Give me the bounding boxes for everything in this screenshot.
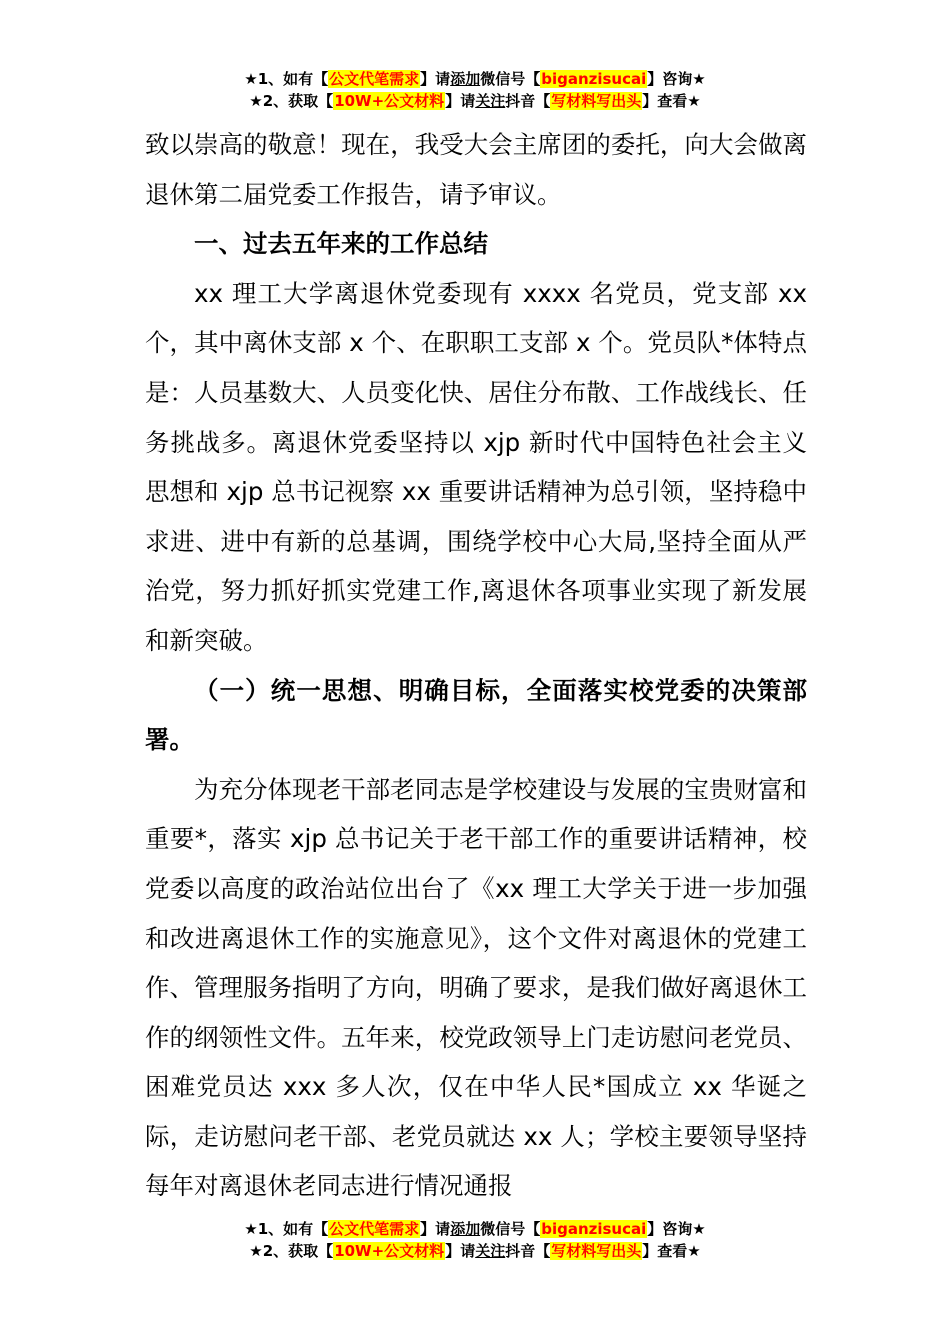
highlight-materials: 10W+公文材料 — [334, 92, 445, 110]
banner-text: ★2、获取【 — [249, 92, 334, 110]
highlight-douyin: 写材料写出头 — [551, 1242, 642, 1260]
banner-text: ★1、如有【 — [244, 70, 329, 88]
banner-text: 】咨询★ — [647, 70, 706, 88]
banner-line-1 — [0, 68, 950, 90]
paragraph-details: 为充分体现老干部老同志是学校建设与发展的宝贵财富和重要*，落实 xjp 总书记关于老干部工作的重要讲话精神，校党委以高度的政治站位出台了《xx 理工大学关于进一步加强和改进离退休工作的实施意见》，这个文件对离退休的党建工作、管理服务指明了方向，明确了要求，是我们做好离退休工作的纲领性文件。五年来，校党政领导上门走访慰问老党员、困难党员达 xxx 多人次，仅在中华人民*国成立 xx 华诞之际，走访慰问老干部、老党员就达 xx 人；学校主要领导坚持每年对离退休老同志进行情况通报 — [145, 774, 807, 1201]
banner-text: 微信号【 — [480, 1220, 541, 1238]
banner-text: 抖音【 — [505, 1242, 551, 1260]
banner-text: 】查看★ — [642, 1242, 701, 1260]
banner-text: 】请 — [445, 92, 476, 110]
banner-line-2 — [0, 90, 950, 112]
highlight-wechat-id: biganzisucai — [541, 1220, 647, 1238]
section-heading: 一、过去五年来的工作总结 — [194, 229, 488, 259]
highlight-wechat-id: biganzisucai — [541, 70, 647, 88]
banner-underlined: 添加 — [450, 70, 481, 88]
banner-text: 】咨询★ — [647, 1220, 706, 1238]
banner-text: 】请 — [420, 1220, 451, 1238]
highlight-ghostwriting: 公文代笔需求 — [329, 1220, 420, 1238]
highlight-materials: 10W+公文材料 — [334, 1242, 445, 1260]
banner-text: 】查看★ — [642, 92, 701, 110]
banner-text: 】请 — [420, 70, 451, 88]
subsection-heading: （一）统一思想、明确目标，全面落实校党委的决策部署。 — [145, 675, 807, 755]
banner-underlined: 添加 — [450, 1220, 481, 1238]
footer-banner — [0, 1218, 950, 1262]
paragraph-intro: 致以崇高的敬意！现在，我受大会主席团的委托，向大会做离退休第二届党委工作报告，请予审议。 — [145, 130, 807, 209]
banner-text: 】请 — [445, 1242, 476, 1260]
highlight-douyin: 写材料写出头 — [551, 92, 642, 110]
banner-text: 微信号【 — [480, 70, 541, 88]
banner-underlined: 关注 — [475, 92, 506, 110]
banner-text: 抖音【 — [505, 92, 551, 110]
paragraph-overview: xx 理工大学离退休党委现有 xxxx 名党员，党支部 xx 个，其中离休支部 x 个、在职职工支部 x 个。党员队*体特点是：人员基数大、人员变化快、居住分布散、工作战线长、任务挑战多。离退休党委坚持以 xjp 新时代中国特色社会主义思想和 xjp 总书记视察 xx 重要讲话精神为总引领，坚持稳中求进、进中有新的总基调，围绕学校中心大局,坚持全面从严治党，努力抓好抓实党建工作,离退休各项事业实现了新发展和新突破。 — [145, 278, 807, 655]
banner-line-1 — [0, 1218, 950, 1240]
highlight-ghostwriting: 公文代笔需求 — [329, 70, 420, 88]
header-banner — [0, 68, 950, 112]
banner-underlined: 关注 — [475, 1242, 506, 1260]
banner-line-2 — [0, 1240, 950, 1262]
document-body — [145, 120, 807, 1211]
banner-text: ★2、获取【 — [249, 1242, 334, 1260]
banner-text: ★1、如有【 — [244, 1220, 329, 1238]
